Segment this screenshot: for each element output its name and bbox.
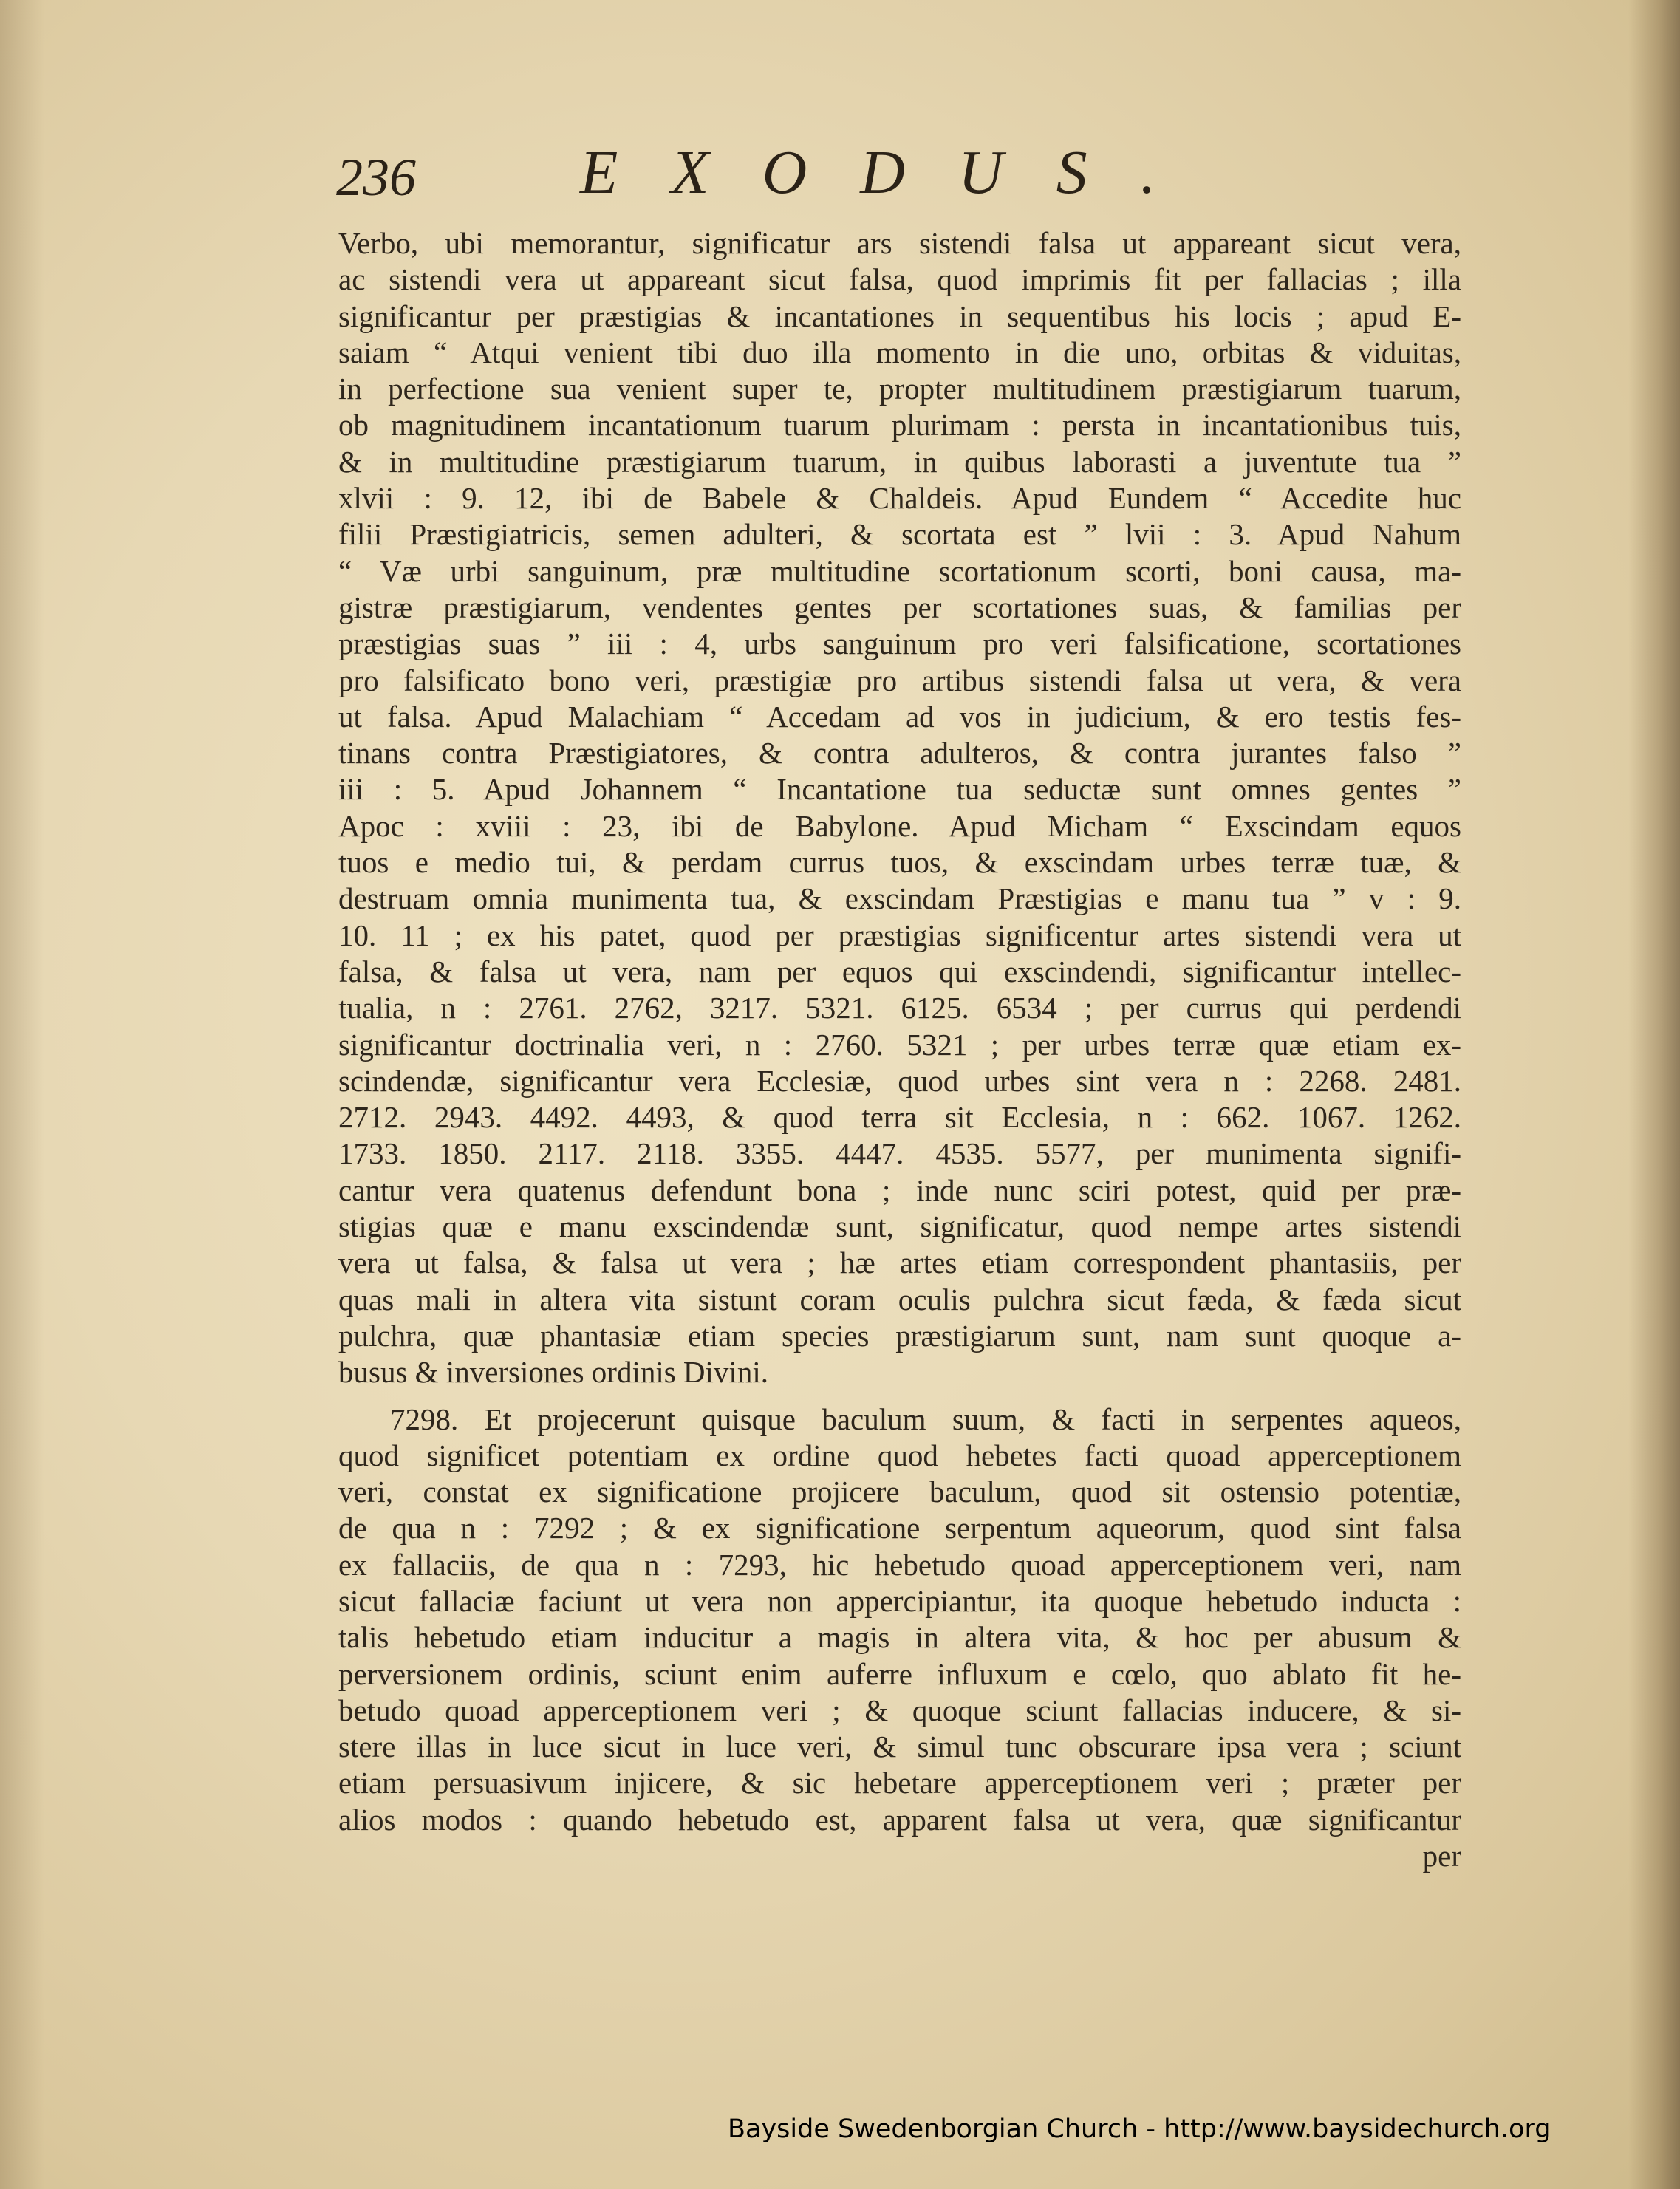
text-line: tualia, n : 2761. 2762, 3217. 5321. 6125. 6534 ; per currus qui perdendi (338, 991, 1461, 1025)
text-line: in perfectione sua venient super te, propter multitudinem præstigiarum tuarum, (338, 372, 1461, 406)
text-line: 2712. 2943. 4492. 4493, & quod terra sit Ecclesia, n : 662. 1067. 1262. (338, 1100, 1461, 1135)
text-line: filii Præstigiatricis, semen adulteri, & scortata est ” lvii : 3. Apud Nahum (338, 517, 1461, 552)
text-line: significantur per præstigias & incantationes in sequentibus his locis ; apud E- (338, 298, 1461, 333)
text-line: ex fallaciis, de qua n : 7293, hic hebetudo quoad apperceptionem veri, nam (338, 1547, 1461, 1582)
paragraph-7298 (338, 1401, 1461, 1839)
text-line: vera ut falsa, & falsa ut vera ; hæ artes etiam correspondent phantasiis, per (338, 1246, 1461, 1280)
text-line: busus & inversiones ordinis Divini. (338, 1355, 768, 1390)
text-line: pro falsificato bono veri, præstigiæ pro artibus sistendi falsa ut vera, & vera (338, 663, 1461, 697)
text-line: pulchra, quæ phantasiæ etiam species præstigiarum sunt, nam sunt quoque a- (338, 1318, 1461, 1353)
text-line: significantur doctrinalia veri, n : 2760. 5321 ; per urbes terræ quæ etiam ex- (338, 1027, 1461, 1062)
text-line: de qua n : 7292 ; & ex significatione serpentum aqueorum, quod sint falsa (338, 1511, 1461, 1546)
text-line: ob magnitudinem incantationum tuarum plurimam : persta in incantationibus tuis, (338, 408, 1461, 443)
text-line: alios modos : quando hebetudo est, apparent falsa ut vera, quæ significantur (338, 1802, 1461, 1837)
text-line: & in multitudine præstigiarum tuarum, in quibus laborasti a juventute tua ” (338, 444, 1461, 479)
text-line: tuos e medio tui, & perdam currus tuos, & exscindam urbes terræ tuæ, & (338, 845, 1461, 880)
catchword: per (1422, 1839, 1461, 1874)
text-line: quod significet potentiam ex ordine quod hebetes facti quoad apperceptionem (338, 1438, 1461, 1472)
text-line: tinans contra Præstigiatores, & contra adulteros, & contra jurantes falso ” (338, 736, 1461, 771)
text-line: quas mali in altera vita sistunt coram oculis pulchra sicut fæda, & fæda sicut (338, 1282, 1461, 1317)
page-right-shadow (1628, 0, 1680, 2189)
text-line: stere illas in luce sicut in luce veri, & simul tunc obscurare ipsa vera ; sciunt (338, 1729, 1461, 1764)
text-line: talis hebetudo etiam inducitur a magis in altera vita, & hoc per abusum & (338, 1620, 1461, 1655)
text-line: præstigias suas ” iii : 4, urbs sanguinum pro veri falsificatione, scortationes (338, 626, 1461, 661)
paragraph-gap (338, 1391, 1461, 1401)
text-line: scindendæ, significantur vera Ecclesiæ, quod urbes sint vera n : 2268. 2481. (338, 1063, 1461, 1098)
text-line: gistræ præstigiarum, vendentes gentes per scortationes suas, & familias per (338, 590, 1461, 624)
text-line: etiam persuasivum injicere, & sic hebetare apperceptionem veri ; præter per (338, 1766, 1461, 1800)
text-line: ut falsa. Apud Malachiam “ Accedam ad vos in judicium, & ero testis fes- (338, 699, 1461, 734)
text-line: “ Væ urbi sanguinum, præ multitudine scortationum scorti, boni causa, ma- (338, 553, 1461, 588)
text-line: saiam “ Atqui venient tibi duo illa momento in die uno, orbitas & viduitas, (338, 335, 1461, 369)
text-line: destruam omnia munimenta tua, & exscindam Præstigias e manu tua ” v : 9. (338, 881, 1461, 916)
text-line: iii : 5. Apud Johannem “ Incantatione tua seductæ sunt omnes gentes ” (338, 772, 1461, 807)
running-title: EXODUS. (580, 138, 1209, 207)
text-line: stigias quæ e manu exscindendæ sunt, significatur, quod nempe artes sistendi (338, 1209, 1461, 1244)
main-text (338, 225, 1461, 1874)
text-line: sicut fallaciæ faciunt ut vera non appercipiantur, ita quoque hebetudo inducta : (338, 1583, 1461, 1618)
text-line: Apoc : xviii : 23, ibi de Babylone. Apud Micham “ Exscindam equos (338, 808, 1461, 843)
text-line: falsa, & falsa ut vera, nam per equos qui exscindendi, significantur intellec- (338, 954, 1461, 988)
text-line: ac sistendi vera ut appareant sicut falsa, quod imprimis fit per fallacias ; illa (338, 262, 1461, 297)
paragraph-1 (338, 225, 1461, 1391)
page-number: 236 (336, 148, 416, 207)
text-line: betudo quoad apperceptionem veri ; & quoque sciunt fallacias inducere, & si- (338, 1693, 1461, 1727)
page-left-shadow (0, 0, 44, 2189)
text-line: xlvii : 9. 12, ibi de Babele & Chaldeis. Apud Eundem “ Accedite huc (338, 481, 1461, 516)
text-line: 1733. 1850. 2117. 2118. 3355. 4447. 4535. 5577, per munimenta signifi- (338, 1136, 1461, 1171)
website-watermark: Bayside Swedenborgian Church - http://www.baysidechurch.org (728, 2114, 1551, 2144)
text-line: veri, constat ex significatione projicere baculum, quod sit ostensio potentiæ, (338, 1475, 1461, 1509)
text-line: cantur vera quatenus defendunt bona ; inde nunc sciri potest, quid per præ- (338, 1172, 1461, 1207)
text-line: Verbo, ubi memorantur, significatur ars sistendi falsa ut appareant sicut vera, (338, 226, 1461, 260)
text-line: 7298. Et projecerunt quisque baculum suum, & facti in serpentes aqueos, (390, 1401, 1461, 1436)
text-line: 10. 11 ; ex his patet, quod per præstigias significentur artes sistendi vera ut (338, 918, 1461, 952)
text-line: perversionem ordinis, sciunt enim auferre influxum e cœlo, quo ablato fit he- (338, 1656, 1461, 1691)
page-header (336, 137, 1209, 225)
